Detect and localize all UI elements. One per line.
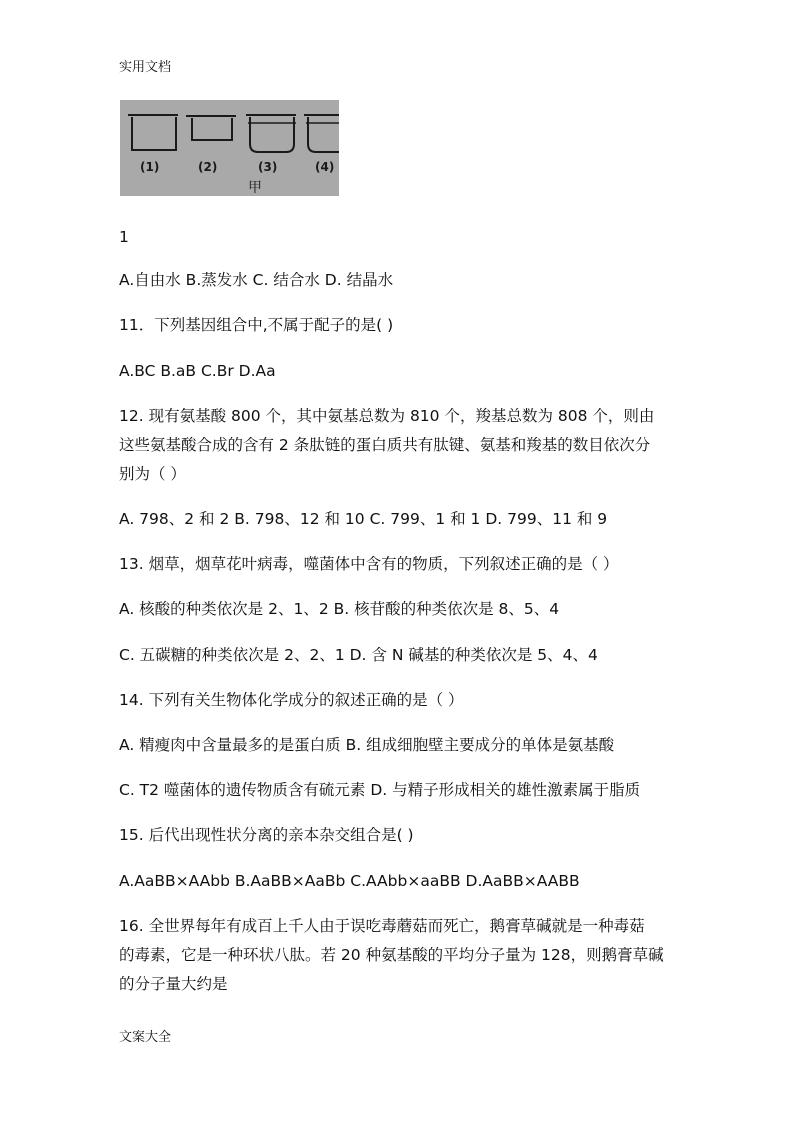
text-line: A. 798、2 和 2 B. 798、12 和 10 C. 799、1 和 1 D. 799、11 和 9 <box>119 510 608 528</box>
text-line: 12. 现有氨基酸 800 个，其中氨基总数为 810 个，羧基总数为 808 个，则由 <box>119 407 655 425</box>
text-line: 这些氨基酸合成的含有 2 条肽链的蛋白质共有肽键、氨基和羧基的数目依次分 <box>119 436 651 454</box>
beakers-illustration <box>120 100 339 196</box>
text-line: A. 核酸的种类依次是 2、1、2 B. 核苷酸的种类依次是 8、5、4 <box>119 600 560 618</box>
beaker-label-4: (4) <box>315 160 335 174</box>
text-line: 1 <box>119 228 129 246</box>
page-footer: 文案大全 <box>119 1030 172 1045</box>
text-line: 14. 下列有关生物体化学成分的叙述正确的是（ ） <box>119 691 464 709</box>
text-line: 16. 全世界每年有成百上千人由于误吃毒蘑菇而死亡，鹅膏草碱就是一种毒菇 <box>119 917 645 935</box>
beaker-label-1: (1) <box>140 160 160 174</box>
text-line: A. 精瘦肉中含量最多的是蛋白质 B. 组成细胞壁主要成分的单体是氨基酸 <box>119 736 615 754</box>
text-line: 的毒素，它是一种环状八肽。若 20 种氨基酸的平均分子量为 128，则鹅膏草碱 <box>119 946 664 964</box>
beaker-label-3: (3) <box>258 160 278 174</box>
text-line: A.BC B.aB C.Br D.Aa <box>119 362 276 380</box>
figure-caption: 甲 <box>248 180 262 196</box>
text-line: 的分子量大约是 <box>119 975 228 993</box>
text-line: A.AaBB×AAbb B.AaBB×AaBb C.AAbb×aaBB D.AaBB×AABB <box>119 872 580 890</box>
text-line: 13. 烟草，烟草花叶病毒，噬菌体中含有的物质，下列叙述正确的是（ ） <box>119 555 619 573</box>
text-line: C. T2 噬菌体的遗传物质含有硫元素 D. 与精子形成相关的雄性激素属于脂质 <box>119 781 641 799</box>
text-line: 11．下列基因组合中,不属于配子的是( ) <box>119 316 394 334</box>
text-line: A.自由水 B.蒸发水 C. 结合水 D. 结晶水 <box>119 271 394 289</box>
beaker-label-2: (2) <box>198 160 218 174</box>
page-header: 实用文档 <box>119 60 172 75</box>
beaker-figure <box>120 100 339 196</box>
text-line: 15. 后代出现性状分离的亲本杂交组合是( ) <box>119 826 414 844</box>
text-line: 别为（ ） <box>119 465 186 483</box>
text-line: C. 五碳糖的种类依次是 2、2、1 D. 含 N 碱基的种类依次是 5、4、4 <box>119 646 598 664</box>
